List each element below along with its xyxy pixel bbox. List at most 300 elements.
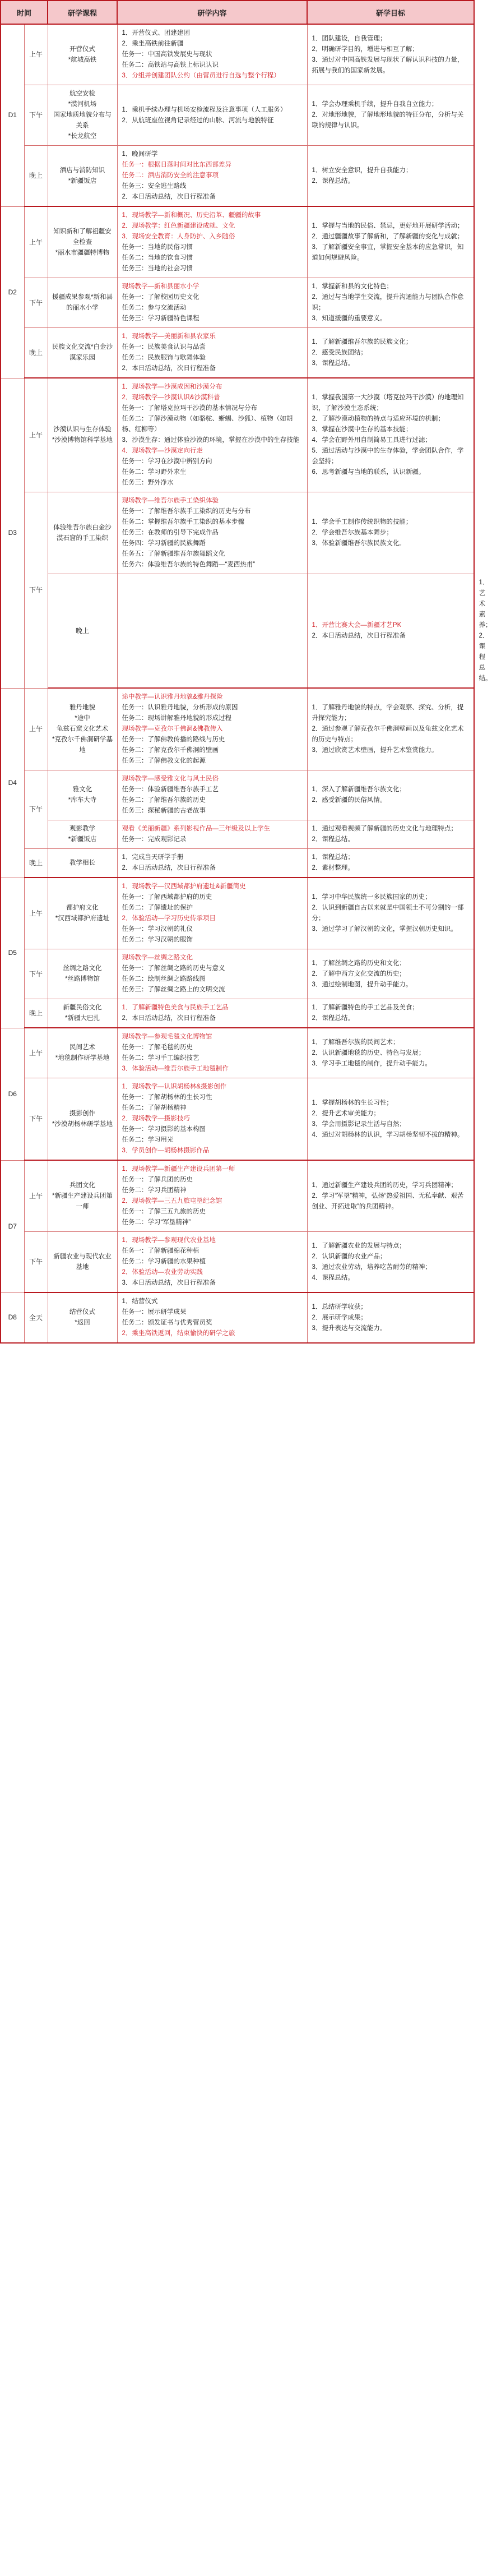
- goal-line: 2．认识新疆的农业产品；: [312, 1253, 387, 1260]
- course-cell: [117, 574, 307, 689]
- content-line: 2．现场教学—三五九旅屯垦纪念馆: [122, 1198, 222, 1204]
- period-cell: 上午: [24, 688, 48, 770]
- table-row: [1, 1232, 474, 1293]
- content-line: 3．现场安全教育：人身防护、入乡随俗: [122, 233, 235, 240]
- content-line: 2．现场教学—摄影技巧: [122, 1115, 190, 1122]
- goal-line: 2．通过疆疆故事了解新和，了解新疆的变化与成就；: [312, 233, 464, 240]
- goal-line: 3．学会用摄影记录生活与自然；: [312, 1120, 406, 1128]
- goal-line: 1．课程总结；: [312, 854, 354, 861]
- content-line: 任务一：中国高铁发展史与现状: [122, 51, 212, 58]
- goals-cell: [307, 820, 474, 849]
- goal-line: 1．学会办理乘机手续，提升自我自立能力；: [312, 101, 438, 108]
- course-line: *沙漠胡杨林研学基地: [52, 1120, 113, 1128]
- content-line: 任务一：学习摄影的基本构图: [122, 1126, 206, 1133]
- goal-line: 3．提升表达与交流能力。: [312, 1324, 387, 1332]
- goal-line: 2．素材整理。: [312, 865, 354, 871]
- course-line: *新疆饭店: [68, 177, 97, 184]
- table-row: [1, 820, 474, 849]
- content-line: 观看《美丽新疆》系列影视作品—三年级及以上学生: [122, 825, 271, 832]
- content-line: 3．本日活动总结，次日行程准备: [122, 1280, 216, 1286]
- content-line: 任务五：了解新疆维吾尔族舞蹈文化: [122, 551, 225, 557]
- goal-line: 1．了解新疆特色的手工艺品及美食；: [312, 1004, 419, 1011]
- goal-line: 2．课程总结。: [312, 1015, 354, 1022]
- content-line: 3．沙漠生存：通过体验沙漠的环境，掌握在沙漠中的生存技能: [122, 437, 300, 444]
- table-row: [1, 999, 474, 1028]
- goal-line: 2．对地形地貌，了解地形地貌的特征分布，分析与关联的规律与认识。: [312, 112, 464, 129]
- table-body: [1, 24, 492, 1343]
- content-line: 1．完成当天研学手册: [122, 854, 184, 861]
- goals-cell: [307, 1232, 474, 1293]
- period-cell: 晚上: [24, 999, 48, 1028]
- goal-line: 2．通过参观了解克孜尔千佛洞壁画以及龟兹文化艺术的历史与特点；: [312, 726, 464, 743]
- table-row: [1, 1160, 474, 1232]
- header-course: 研学课程: [48, 1, 117, 24]
- goal-line: 2．课程总结。: [312, 836, 354, 843]
- table-row: [1, 949, 474, 999]
- goals-cell: [307, 1028, 474, 1078]
- content-cell: [117, 328, 307, 378]
- goal-line: 1．了解雅丹地貌的特点，学会观察、探究、分析，提升探究能力；: [312, 704, 464, 722]
- goal-line: 3．通过欣赏艺术壁画，提升艺术鉴赏能力。: [312, 747, 438, 754]
- goals-cell: [307, 1292, 474, 1343]
- table-row: [1, 1028, 474, 1078]
- day-cell: D7: [1, 1160, 24, 1292]
- content-line: 1．结营仪式: [122, 1298, 158, 1305]
- course-line: *库车大寺: [68, 797, 97, 804]
- table-row: 晚上 1．开营比赛大会—新疆才艺PK 2．本日活动总结，次日行程准备 1．艺术素养； 2．课程总结。: [1, 574, 474, 689]
- content-cell: [117, 378, 307, 492]
- course-line: *途中: [75, 715, 90, 722]
- goal-line: 1．了解维吾尔族的民间艺术；: [312, 1038, 400, 1046]
- table-row: [1, 1078, 474, 1161]
- period-cell: 下午: [24, 1078, 48, 1161]
- goal-line: 2．课程总结。: [312, 177, 354, 184]
- course-cell: [48, 1160, 117, 1232]
- course-line: 体验维吾尔族白金沙漠石窟的手工染织: [53, 524, 112, 542]
- goal-line: 1．学习中华民族统一多民族国家的历史；: [312, 894, 431, 901]
- goal-line: 3．通过学习了解汉朝的文化，掌握汉朝历史知识。: [312, 926, 457, 932]
- table-row: [1, 878, 474, 949]
- course-cell: [48, 770, 117, 820]
- content-line: 任务一：了解毛毯的历史: [122, 1044, 193, 1051]
- content-line: 任务二：了解胡杨精神: [122, 1105, 187, 1111]
- content-line: 任务一：了解校园历史文化: [122, 294, 199, 301]
- course-line: 丝绸之路文化: [63, 965, 102, 972]
- content-line: 现场教学—维吾尔族手工染织体验: [122, 497, 219, 504]
- content-line: 1．现场教学—新疆生产建设兵团第一师: [122, 1166, 235, 1172]
- goal-line: 4．学会在野外用自制简易工具进行过滤；: [312, 437, 431, 444]
- course-cell: [48, 146, 117, 207]
- content-line: 任务二：了解维吾尔族的历史: [122, 797, 206, 804]
- goal-line: 3．通过对中国高铁发展与现状了解认识科技的力量，拓展与我们的国家新发展。: [312, 56, 464, 74]
- course-line: 兵团文化: [69, 1181, 96, 1189]
- content-line: 2．本日活动总结，次日行程准备: [312, 633, 406, 639]
- content-cell: [117, 849, 307, 878]
- course-line: *返回: [75, 1319, 90, 1326]
- course-cell: [48, 1232, 117, 1293]
- content-line: 任务四：学习新疆的民族舞蹈: [122, 540, 206, 547]
- goal-line: 3．通过农业劳动，培养吃苦耐劳的精神；: [312, 1263, 431, 1271]
- course-cell: [48, 878, 117, 949]
- content-line: 任务三：学习新疆特色课程: [122, 315, 199, 322]
- period-cell: 晚上: [24, 328, 48, 378]
- goals-cell: [307, 949, 474, 999]
- course-cell: [48, 492, 117, 574]
- course-cell: [48, 688, 117, 770]
- content-line: 1．现场教学—美丽新和县农家乐: [122, 333, 216, 340]
- course-line: *新疆大巴扎: [65, 1015, 100, 1022]
- content-line: 任务一：了解佛教传播的路线与历史: [122, 736, 225, 743]
- content-line: 任务一：了解新疆棉花种植: [122, 1248, 199, 1254]
- content-line: 任务二：了解遗址的保护: [122, 904, 193, 911]
- goals-cell: [307, 849, 474, 878]
- header-time: 时间: [1, 1, 48, 24]
- goal-line: 2．学习“军垦”精神，弘扬“热爱祖国、无私奉献、艰苦创业、开拓进取”的兵团精神。: [312, 1192, 464, 1210]
- period-cell: 下午: [24, 770, 48, 849]
- content-line: 任务二：参与交流活动: [122, 304, 187, 311]
- content-line: 2．现场教学—沙漠认识&沙漠科普: [122, 394, 220, 401]
- goal-line: 1．团队建设，自我管理；: [312, 35, 387, 42]
- course-line: *新疆生产建设兵团第一师: [52, 1192, 113, 1210]
- goal-line: 1．学会手工制作传统织物的技能；: [312, 519, 412, 525]
- content-cell: [117, 24, 307, 85]
- course-line: 航空安检: [69, 90, 96, 97]
- goal-line: 2．感受新疆的民俗风情。: [312, 797, 387, 804]
- content-line: 4．现场教学—沙漠定向行走: [122, 447, 203, 454]
- content-line: 任务一：学习在沙漠中辨别方向: [122, 458, 212, 465]
- content-line: 任务一：体验新疆维吾尔族手工艺: [122, 786, 219, 793]
- goals-cell: [307, 1160, 474, 1232]
- content-line: 任务二：学习野外求生: [122, 469, 187, 476]
- content-line: 任务一：根据日落时间对比东西部差异: [122, 161, 232, 168]
- goals-cell: [307, 999, 474, 1028]
- course-cell: [48, 999, 117, 1028]
- content-line: 2．乘坐高铁返回，结束愉快的研学之旅: [122, 1330, 235, 1337]
- goal-line: 1．通过新疆生产建设兵团的历史，学习兵团精神；: [312, 1181, 457, 1189]
- table-row: [1, 378, 474, 492]
- goals-cell: [307, 85, 474, 146]
- content-line: 任务二：学习汉朝的服饰: [122, 936, 193, 943]
- content-line: 2．本日活动总结，次日行程准备: [122, 1015, 216, 1022]
- course-line: 新疆民俗文化: [63, 1004, 102, 1011]
- content-line: 任务一：学习汉朝的礼仪: [122, 926, 193, 932]
- content-cell: [117, 1232, 307, 1293]
- goal-line: 1．深入了解新疆维吾尔族文化；: [312, 786, 406, 793]
- goal-line: 1．掌握胡杨林的生长习性；: [312, 1099, 393, 1106]
- course-line: 雅文化: [72, 786, 92, 793]
- goal-line: 2．认识到新疆自古以来就是中国领土不可分割的一部分；: [312, 904, 464, 922]
- goals-cell: [307, 206, 474, 278]
- goals-cell: [307, 328, 474, 378]
- content-cell: [117, 492, 307, 574]
- course-line: 都护府文化: [66, 904, 99, 911]
- content-line: 任务三：当地的社会习惯: [122, 265, 193, 272]
- table-row: [1, 24, 474, 85]
- goal-line: 3．通过绘制地图，提升动手能力。: [312, 981, 412, 988]
- content-line: 现场教学—感受雅文化与风土民俗: [122, 775, 219, 782]
- course-line: 沙漠认识与生存体验: [53, 426, 112, 433]
- header-goals: 研学目标: [307, 1, 474, 24]
- table-row: [1, 1292, 474, 1343]
- day-cell: D1: [1, 24, 24, 206]
- course-line: *地毯制作研学基地: [55, 1055, 110, 1061]
- content-line: 任务一：了解三五九旅的历史: [122, 1208, 206, 1215]
- goal-line: 1．了解新疆维吾尔族的民族文化；: [312, 338, 412, 345]
- content-line: 2．乘坐高铁前往新疆: [122, 40, 184, 47]
- course-line: 酒店与消防知识: [59, 167, 105, 174]
- course-line: 观影教学: [69, 825, 96, 832]
- course-line: 国家地质地貌分布与关系: [53, 112, 112, 129]
- goal-line: 3．了解新疆安全事宜，掌握安全基本的应急常识，知道如何规避风险。: [312, 244, 464, 261]
- header-content: 研学内容: [117, 1, 307, 24]
- course-line: 新疆农业与现代农业基地: [53, 1253, 112, 1271]
- course-line: 知识新和了解祖疆安全检查: [53, 228, 112, 246]
- content-line: 任务二：学习新疆的水果种植: [122, 1258, 206, 1265]
- content-line: 任务一：认识雅丹地貌，分析形成的原因: [122, 704, 238, 711]
- goal-line: 2．展示研学成果；: [312, 1314, 367, 1321]
- content-line: 任务一：当地的民俗习惯: [122, 244, 193, 251]
- course-cell: [48, 278, 117, 328]
- course-line: 结营仪式: [69, 1309, 96, 1315]
- content-line: 2．从航班座位视角记录经过的山脉、河流与地貌特征: [122, 117, 274, 124]
- course-line: *汉西域都护府遗址: [55, 915, 110, 922]
- table-row: [1, 85, 474, 146]
- course-cell: [48, 328, 117, 378]
- content-line: 3．学员创作—胡杨林摄影作品: [122, 1147, 210, 1154]
- period-cell: 晚上: [48, 574, 117, 689]
- goal-line: 2．了解沙漠动植物的特点与适应环境的机制；: [312, 416, 444, 422]
- period-cell: 上午: [24, 24, 48, 85]
- day-cell: D6: [1, 1028, 24, 1160]
- content-line: 1．现场教学—汉西域都护府遗址&新疆简史: [122, 883, 246, 890]
- content-line: 任务一：了解塔克拉玛干沙漠的基本情况与分布: [122, 405, 258, 412]
- content-line: 任务二：学习手工编织技艺: [122, 1055, 199, 1061]
- goal-line: 1．通过观看视频了解新疆的历史文化与地理特点；: [312, 825, 457, 832]
- goal-line: 1．掌握与当地的民俗、禁忌，更好地开展研学活动；: [312, 223, 464, 229]
- content-cell: [117, 949, 307, 999]
- content-line: 1．现场教学—新和概况、历史沿革、疆疆的故事: [122, 212, 261, 219]
- day-cell: D3: [1, 378, 24, 688]
- course-cell: [48, 849, 117, 878]
- content-line: 任务二：酒店消防安全的注意事项: [122, 172, 219, 179]
- content-line: 任务六：体验维吾尔族的特色舞蹈—“麦西热甫”: [122, 561, 256, 568]
- goal-line: 3．掌握在沙漠中生存的基本技能；: [312, 426, 412, 433]
- course-cell: [48, 85, 117, 146]
- table-row: [1, 328, 474, 378]
- content-line: 1．现场教学—参观现代农业基地: [122, 1237, 216, 1244]
- content-line: 任务一：了解西域都护府的历史: [122, 894, 212, 901]
- course-cell: [48, 1292, 117, 1343]
- goals-cell: [307, 770, 474, 820]
- goal-line: 3．学习手工地毯的制作，提升动手能力。: [312, 1060, 431, 1067]
- goal-line: 1．总结研学收获；: [312, 1303, 367, 1310]
- content-cell: [117, 770, 307, 820]
- table-header: [1, 1, 474, 24]
- goal-line: 2．感受民族团结；: [312, 349, 367, 356]
- course-line: 开营仪式: [69, 45, 96, 53]
- period-cell: 下午: [24, 949, 48, 999]
- goals-cell: [307, 688, 474, 770]
- content-cell: [117, 206, 307, 278]
- content-cell: [117, 1028, 307, 1078]
- content-cell: [117, 146, 307, 207]
- period-cell: 上午: [24, 378, 48, 492]
- course-line: 民族文化交流*白金沙漠家乐园: [52, 344, 113, 361]
- day-cell: D2: [1, 206, 24, 378]
- content-line: 任务一：了解兵团的历史: [122, 1176, 193, 1183]
- goal-line: 4．通过对胡杨林的认识，学习胡杨坚韧不拔的精神。: [312, 1131, 464, 1138]
- period-cell: 晚上: [24, 146, 48, 207]
- period-cell: 下午: [24, 85, 48, 146]
- table-row: [1, 206, 474, 278]
- goal-line: 2．明确研学目的，增进与相互了解；: [312, 45, 419, 53]
- period-cell: 上午: [24, 206, 48, 278]
- content-line: 任务二：颁发证书与优秀营员奖: [122, 1319, 212, 1326]
- content-line: 任务二：高铁站与高铁上标识认识: [122, 62, 219, 68]
- table-row: [1, 492, 474, 574]
- content-cell: [117, 1078, 307, 1161]
- course-cell: [48, 206, 117, 278]
- content-line: 3．分组并创建团队公约（由营员进行自选与整个行程）: [122, 72, 280, 79]
- goals-cell: [307, 878, 474, 949]
- period-cell: 上午: [24, 1028, 48, 1078]
- course-line: *新疆饭店: [68, 836, 97, 843]
- goals-cell: [307, 492, 474, 574]
- course-line: *长龙航空: [68, 133, 97, 140]
- content-line: 1．现场教学—认识胡杨林&摄影创作: [122, 1083, 227, 1090]
- course-cell: [48, 24, 117, 85]
- goal-line: 2．通过与当地学生交流，提升沟通能力与团队合作意识；: [312, 294, 464, 311]
- table-row: [1, 688, 474, 770]
- goal-line: 2．认识新疆地毯的历史、特色与发展；: [312, 1049, 425, 1056]
- goal-line: 6．思考新疆与当地的联系，认识新疆。: [312, 469, 425, 476]
- content-line: 3．体验活动—维吾尔族手工地毯制作: [122, 1065, 229, 1072]
- goal-line: 1．了解丝绸之路的历史和文化；: [312, 959, 406, 967]
- content-line: 1．了解新疆特色美食与民族手工艺品: [122, 1004, 229, 1011]
- period-cell: 下午: [24, 1232, 48, 1293]
- content-line: 1．乘机手续办理与机场安检流程及注意事项（人工服务）: [122, 106, 287, 113]
- content-line: 任务一：展示研学成果: [122, 1309, 187, 1315]
- course-line: 援疆成果参观*新和县的丽水小学: [52, 294, 113, 311]
- content-line: 任务一：了解丝绸之路的历史与意义: [122, 965, 225, 972]
- content-line: 现场教学—克孜尔千佛洞&佛教传入: [122, 726, 223, 732]
- content-line: 1．开营比赛大会—新疆才艺PK: [312, 622, 402, 629]
- goal-line: 1．树立安全意识，提升自我能力；: [312, 167, 412, 174]
- course-cell: [48, 378, 117, 492]
- content-line: 2．本日活动总结，次日行程准备: [122, 193, 216, 200]
- content-line: 任务三：野外净水: [122, 479, 174, 486]
- content-line: 现场教学—参观毛毯文化博物馆: [122, 1033, 212, 1040]
- content-line: 任务二：学习用光: [122, 1137, 174, 1143]
- goal-line: 2．了解中西方文化交流的历史；: [312, 970, 406, 977]
- course-cell: [48, 1028, 117, 1078]
- content-line: 任务三：了解丝绸之路上的文明交流: [122, 986, 225, 993]
- content-line: 任务三：探秘新疆的古老故事: [122, 807, 206, 814]
- course-line: 雅丹地貌: [69, 704, 96, 711]
- content-line: 途中教学—认识雅丹地貌&雅丹探险: [122, 694, 223, 700]
- content-line: 2．本日活动总结，次日行程准备: [122, 365, 216, 372]
- content-cell: [117, 688, 307, 770]
- content-line: 2．本日活动总结，次日行程准备: [122, 865, 216, 871]
- table-row: [1, 146, 474, 207]
- table-row: [1, 278, 474, 328]
- content-cell: [117, 999, 307, 1028]
- period-cell: 下午: [24, 278, 48, 328]
- content-line: 现场教学—新和县丽水小学: [122, 283, 199, 290]
- goals-cell: [307, 1078, 474, 1161]
- day-cell: D5: [1, 878, 24, 1028]
- goals-cell: [307, 24, 474, 85]
- content-cell: [117, 1160, 307, 1232]
- period-cell: 全天: [24, 1292, 48, 1343]
- course-line: 教学相长: [69, 859, 96, 866]
- goal-line: 2．提升艺术审美能力；: [312, 1110, 380, 1117]
- content-line: 1．开营仪式、团建建团: [122, 30, 190, 36]
- goals-cell: [307, 278, 474, 328]
- goals-cell: [307, 146, 474, 207]
- course-cell: [48, 820, 117, 849]
- content-line: 任务三：在教师的引导下完成作品: [122, 529, 219, 536]
- content-cell: [117, 1292, 307, 1343]
- content-cell: [117, 820, 307, 849]
- content-line: 任务二：绘制丝绸之路路线图: [122, 976, 206, 982]
- table-row: [1, 770, 474, 820]
- content-cell: [117, 278, 307, 328]
- content-line: 2．体验活动—农业劳动实践: [122, 1269, 203, 1276]
- content-line: 任务二：学习兵团精神: [122, 1187, 187, 1194]
- goal-line: 5．通过活动与沙漠中的生存体验，学会团队合作，学会坚持；: [312, 447, 464, 465]
- content-line: 1．现场教学—沙漠成因和沙漠分布: [122, 384, 222, 390]
- content-line: 任务二：民族服饰与歌舞体验: [122, 354, 206, 361]
- content-cell: [117, 85, 307, 146]
- content-line: 任务二：当地的饮食习惯: [122, 255, 193, 261]
- content-line: 任务二：掌握维吾尔族手工染织的基本步骤: [122, 519, 245, 525]
- content-line: 任务三：了解佛教文化的起源: [122, 758, 206, 764]
- content-line: 1．晚间研学: [122, 151, 158, 158]
- course-line: *航城高铁: [68, 56, 97, 63]
- goal-line: 1．掌握我国第一大沙漠（塔克拉玛干沙漠）的地理知识，了解沙漠生态系统；: [312, 394, 464, 412]
- course-cell: [48, 1078, 117, 1161]
- content-line: 任务二：学习“军垦精神”: [122, 1219, 191, 1226]
- goal-line: 1．掌握新和县的文化特色；: [312, 283, 393, 290]
- content-line: 任务一：了解维吾尔族手工染织的历史与分布: [122, 508, 251, 515]
- content-line: 2．体验活动—学习历史传承项目: [122, 915, 216, 922]
- goal-line: 3．体验新疆维吾尔族民族文化。: [312, 540, 406, 547]
- day-cell: D8: [1, 1292, 24, 1343]
- goal-line: 2．学会维吾尔族基本舞步；: [312, 529, 393, 536]
- content-line: 2．现场教学：红色新疆建设成就、文化: [122, 223, 235, 229]
- period-cell: 晚上: [24, 849, 48, 878]
- content-line: 任务二：现场讲解雅丹地貌的形成过程: [122, 715, 232, 722]
- course-line: 民间艺术: [69, 1044, 96, 1051]
- table-row: [1, 849, 474, 878]
- goal-line: 3．知道援疆的重要意义。: [312, 315, 387, 322]
- content-line: 任务二：了解克孜尔千佛洞的壁画: [122, 747, 219, 754]
- goal-line: 4．课程总结。: [312, 1274, 354, 1281]
- content-line: 任务二：了解沙漠动物（如骆驼、蜥蜴、沙狐）、植物（如胡杨、红柳等）: [122, 416, 293, 433]
- day-cell: D4: [1, 688, 24, 878]
- course-cell: [48, 949, 117, 999]
- period-cell: 上午: [24, 1160, 48, 1232]
- course-line: *漠河机场: [68, 101, 97, 108]
- period-cell: 下午: [24, 492, 48, 689]
- content-line: 任务一：民族美食认识与品尝: [122, 344, 206, 350]
- content-line: 任务一：了解胡杨林的生长习性: [122, 1094, 212, 1101]
- goal-line: 3．课程总结。: [312, 359, 354, 367]
- goal-line: 1．了解新疆农业的发展与特点；: [312, 1242, 406, 1249]
- course-line: *丝路博物馆: [65, 976, 100, 982]
- course-line: 摄影创作: [69, 1110, 96, 1117]
